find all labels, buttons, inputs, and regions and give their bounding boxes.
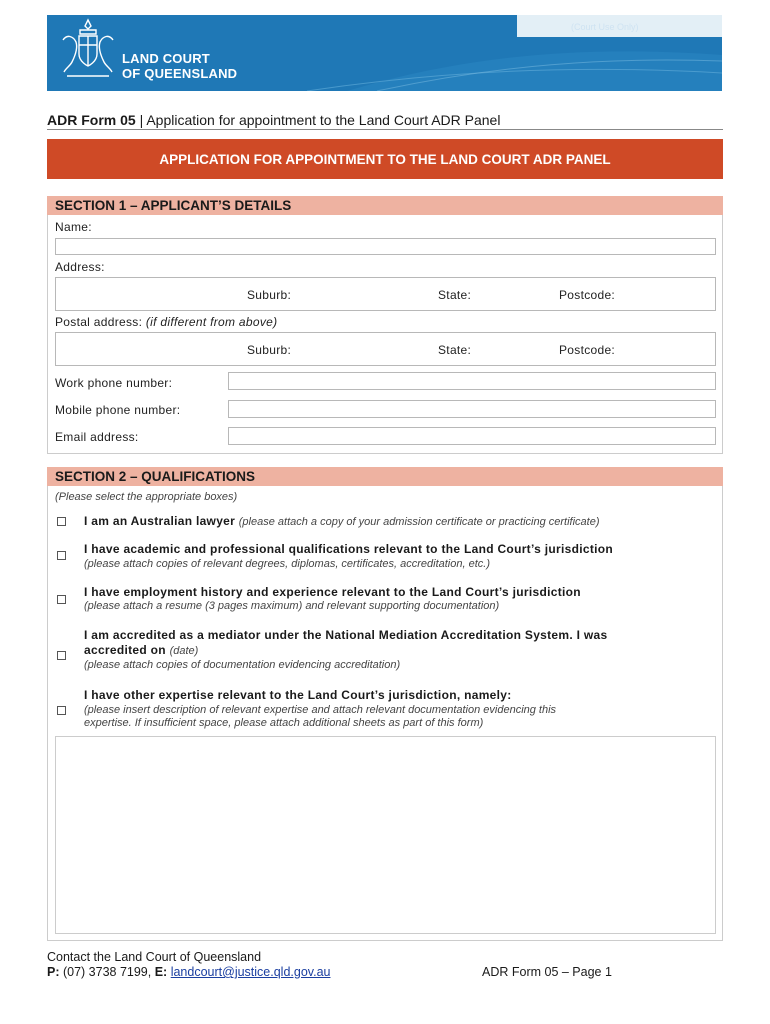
option-australian-lawyer [84,514,599,528]
footer-phone-label: P: [47,965,60,979]
address-label: Address: [55,260,105,274]
court-logo-text [122,51,237,81]
mobile-phone-input[interactable] [228,400,716,418]
option-4-line2 [84,643,198,657]
academic-qualifications-checkbox[interactable] [57,551,66,560]
form-title-text: Application for appointment to the Land Court ADR Panel [146,112,501,128]
title-divider [47,129,723,130]
australian-lawyer-checkbox[interactable] [57,517,66,526]
footer-contact: Contact the Land Court of Queensland [47,950,262,964]
employment-history-checkbox[interactable] [57,595,66,604]
option-1-text: I am an Australian lawyer [84,514,236,528]
section1-heading: SECTION 1 – APPLICANT’S DETAILS [47,196,723,215]
option-3-text: I have employment history and experience relevant to the Land Court’s jurisdiction [84,585,581,599]
form-title-separator: | [135,112,147,128]
option-2-text: I have academic and professional qualifications relevant to the Land Court’s jurisdiction [84,542,614,556]
footer-phone: (07) 3738 7199, [59,965,155,979]
form-title [47,112,500,128]
option-5-note-line2: expertise. If insufficient space, please attach additional sheets as part of this form) [84,717,484,729]
form-code: ADR Form 05 [47,112,136,128]
main-title-text: APPLICATION FOR APPOINTMENT TO THE LAND COURT ADR PANEL [159,151,611,167]
name-label: Name: [55,220,92,234]
postal-address-label [55,315,277,329]
court-use-only-label: (Court Use Only) [571,22,639,32]
queensland-crest-icon [57,18,119,84]
section2-heading: SECTION 2 – QUALIFICATIONS [47,467,723,486]
option-3-note: (please attach a resume (3 pages maximum) and relevant supporting documentation) [84,600,500,612]
main-title-bar [47,139,723,179]
address-input[interactable] [55,277,716,311]
other-expertise-checkbox[interactable] [57,706,66,715]
option-5-text: I have other expertise relevant to the Land Court’s jurisdiction, namely: [84,688,512,702]
address-postcode-label: Postcode: [559,288,616,302]
accreditation-date-field[interactable]: (date) [169,645,199,657]
mobile-phone-label: Mobile phone number: [55,403,181,417]
postal-suburb-label: Suburb: [247,343,292,357]
footer-contact-details [47,965,330,979]
footer-email-label: E: [154,965,168,979]
option-2-note: (please attach copies of relevant degrees, diplomas, certificates, accreditation, etc.) [84,558,490,570]
name-input[interactable] [55,238,716,255]
mediator-accreditation-checkbox[interactable] [57,651,66,660]
postal-state-label: State: [438,343,472,357]
logo-line-2: OF QUEENSLAND [122,66,238,81]
postal-postcode-label: Postcode: [559,343,616,357]
footer-email-link[interactable]: landcourt@justice.qld.gov.au [170,965,331,979]
logo-line-1: LAND COURT [122,51,210,66]
address-state-label: State: [438,288,472,302]
other-expertise-textarea[interactable] [55,736,716,934]
option-4-text-line2: accredited on [84,643,166,657]
footer-page-number: ADR Form 05 – Page 1 [482,965,612,979]
option-5-note-line1: (please insert description of relevant expertise and attach relevant documentation evidencing this [84,704,557,716]
postal-address-label-text: Postal address: [55,315,143,329]
work-phone-label: Work phone number: [55,376,173,390]
option-1-note: (please attach a copy of your admission certificate or practicing certificate) [238,516,600,528]
postal-address-input[interactable] [55,332,716,366]
header-banner [47,15,722,91]
work-phone-input[interactable] [228,372,716,390]
option-4-note: (please attach copies of documentation evidencing accreditation) [84,659,401,671]
postal-address-note: (if different from above) [145,315,278,329]
email-label: Email address: [55,430,139,444]
section2-instruction: (Please select the appropriate boxes) [55,491,238,503]
option-4-text-line1: I am accredited as a mediator under the National Mediation Accreditation System. I was [84,628,608,642]
email-input[interactable] [228,427,716,445]
address-suburb-label: Suburb: [247,288,292,302]
